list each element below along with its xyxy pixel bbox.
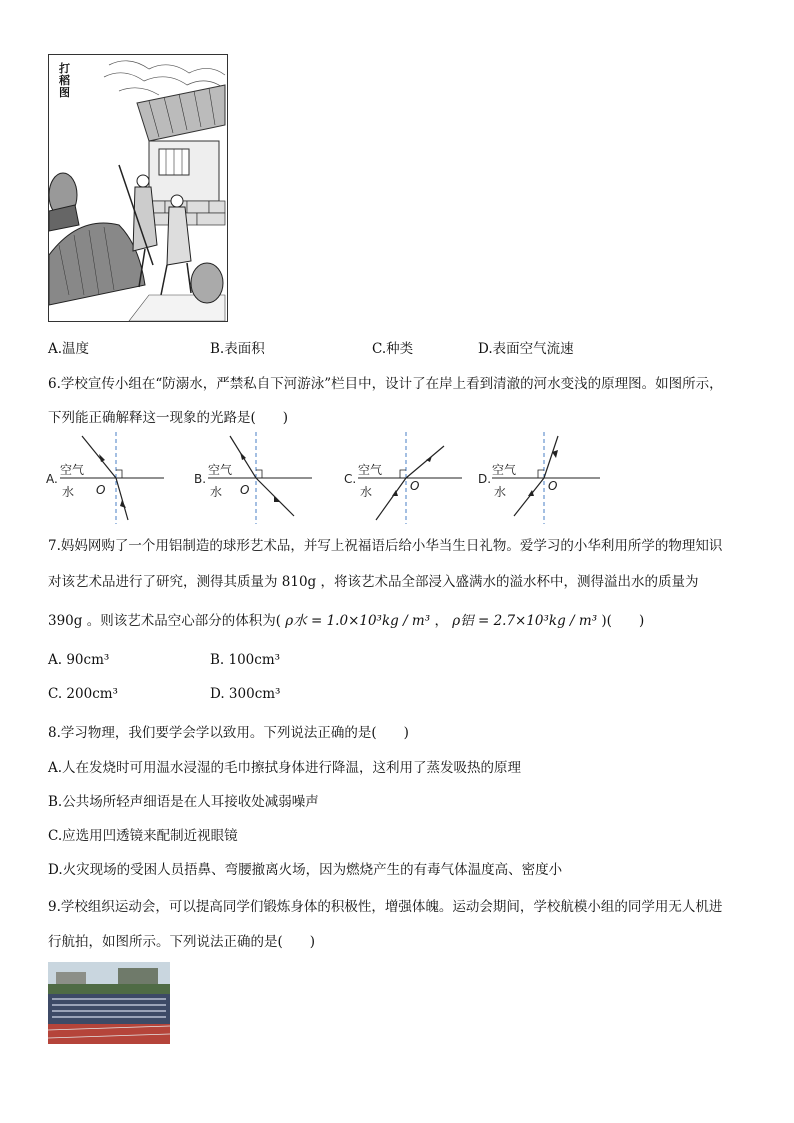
q6-b-air: 空气 — [208, 463, 233, 477]
q7-rho-aluminum: ρ铝 = 2.7×10³kg / m³ — [452, 613, 598, 629]
q6-a-ray-out — [116, 478, 128, 520]
q6-diagram-a[interactable] — [46, 432, 176, 527]
q6-b-point: O — [240, 483, 250, 497]
q7-rho-water: ρ水 = 1.0×10³kg / m³ — [285, 613, 431, 629]
woodcut-illustration — [49, 55, 227, 321]
q6-c-ray-in — [376, 478, 406, 520]
q7-stem-line3 — [48, 609, 644, 629]
q6-d-label: D. — [478, 472, 492, 486]
q6-a-right-angle — [116, 470, 122, 478]
q6-a-water: 水 — [62, 485, 75, 499]
q5-option-a[interactable]: A.温度 — [48, 341, 90, 357]
q9-stem-line2: 行航拍，如图所示。下列说法正确的是( ) — [48, 934, 316, 950]
q7-stem-line1: 7.妈妈网购了一个用铝制造的球形艺术品，并写上祝福语后给小华当生日礼物。爱学习的小华利用所学的物理知识 — [48, 538, 723, 554]
aerial-photo-graphic — [48, 962, 170, 1044]
q5-option-b[interactable]: B.表面积 — [210, 341, 265, 357]
q6-a-point: O — [96, 483, 106, 497]
q8-option-a[interactable]: A.人在发烧时可用温水浸湿的毛巾擦拭身体进行降温，这利用了蒸发吸热的原理 — [48, 760, 522, 776]
q7-line3-end: )( ) — [601, 613, 645, 629]
woodcut-title: 打 稻 图 — [59, 63, 73, 99]
q7-option-d[interactable]: D. 300cm³ — [210, 686, 281, 702]
q6-c-water: 水 — [360, 485, 373, 499]
threshing-woodcut-image — [48, 54, 228, 322]
q7-option-c[interactable]: C. 200cm³ — [48, 686, 118, 702]
q6-c-point: O — [410, 479, 420, 493]
q8-stem: 8.学习物理，我们要学会学以致用。下列说法正确的是( ) — [48, 725, 409, 741]
q6-c-air: 空气 — [358, 463, 383, 477]
q6-c-ray-out — [406, 446, 444, 478]
q6-diagram-c[interactable] — [344, 432, 474, 527]
q6-d-water: 水 — [494, 485, 507, 499]
q6-b-label: B. — [194, 472, 207, 486]
q6-a-air: 空气 — [60, 463, 85, 477]
q6-d-point: O — [548, 479, 558, 493]
q9-stem-line1: 9.学校组织运动会，可以提高同学们锻炼身体的积极性，增强体魄。运动会期间，学校航模小组的同学用无人机进 — [48, 899, 723, 915]
q6-a-ray-in — [82, 436, 116, 478]
q8-option-d[interactable]: D.火灾现场的受困人员捂鼻、弯腰撤离火场，因为燃烧产生的有毒气体温度高、密度小 — [48, 862, 563, 878]
q6-d-right-angle — [538, 470, 544, 478]
q5-option-c[interactable]: C.种类 — [372, 341, 414, 357]
q7-line3-start: 390g 。则该艺术品空心部分的体积为( — [48, 613, 281, 629]
q5-option-d[interactable]: D.表面空气流速 — [478, 341, 574, 357]
q6-b-arrow-in — [240, 452, 246, 460]
q6-b-arrow-out — [274, 496, 280, 502]
q7-option-a[interactable]: A. 90cm³ — [48, 652, 110, 668]
q7-stem-line2: 对该艺术品进行了研究，测得其质量为 810g ，将该艺术品全部浸入盛满水的溢水杯中，测得溢出水的质量为 — [48, 574, 699, 590]
q6-diagram-d[interactable] — [478, 432, 608, 527]
sports-meet-aerial-photo — [48, 962, 170, 1044]
q6-c-label: C. — [344, 472, 357, 486]
q8-option-b[interactable]: B.公共场所轻声细语是在人耳接收处减弱噪声 — [48, 794, 319, 810]
q6-d-air: 空气 — [492, 463, 517, 477]
q6-c-right-angle — [400, 470, 406, 478]
q6-a-label: A. — [46, 472, 58, 486]
q6-stem-line1: 6.学校宣传小组在“防溺水，严禁私自下河游泳”栏目中，设计了在岸上看到清澈的河水变浅的原理图。如图所示， — [48, 376, 723, 392]
q6-b-water: 水 — [210, 485, 223, 499]
q7-option-b[interactable]: B. 100cm³ — [210, 652, 281, 668]
q6-b-right-angle — [256, 470, 262, 478]
q6-diagram-b[interactable] — [194, 432, 324, 527]
q6-d-ray-in — [514, 478, 544, 516]
q6-stem-line2: 下列能正确解释这一现象的光路是( ) — [48, 410, 289, 426]
q7-separator: ， — [434, 613, 448, 629]
q8-option-c[interactable]: C.应选用凹透镜来配制近视眼镜 — [48, 828, 238, 844]
